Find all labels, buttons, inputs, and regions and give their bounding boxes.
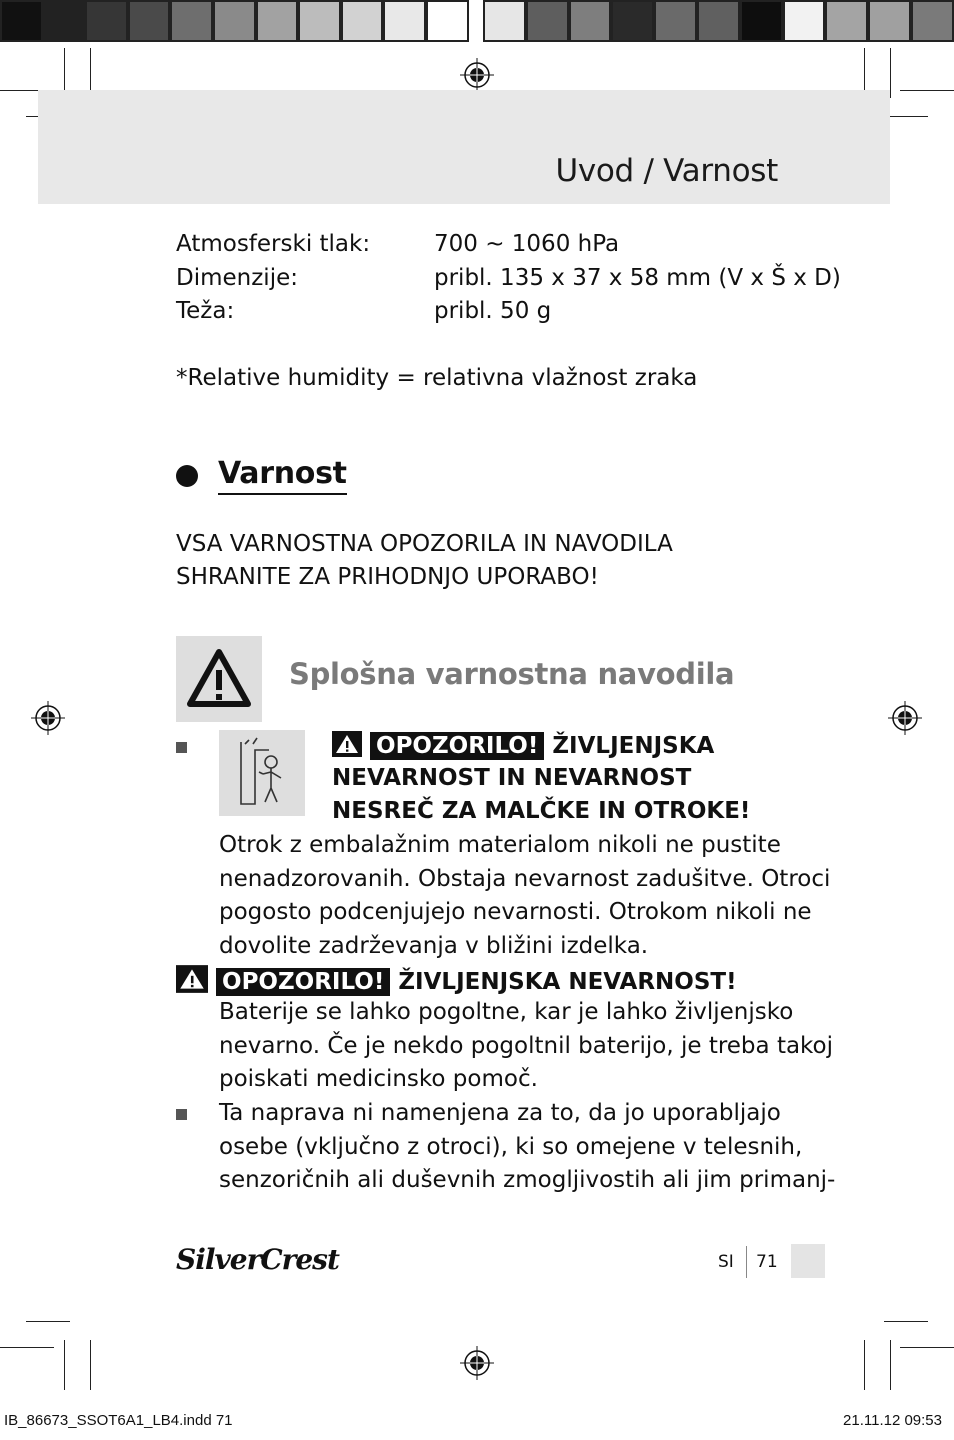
body-text-line: senzoričnih ali duševnih zmogljivostih ali jim primanj- [219,1167,836,1193]
warning-heading-line: NEVARNOST IN NEVARNOST [332,765,692,791]
warning-heading-2 [176,965,737,995]
caps-notice-line: SHRANITE ZA PRIHODNJO UPORABO! [176,564,599,590]
square-bullet-icon [176,1109,187,1120]
spec-value: pribl. 135 x 37 x 58 mm (V x Š x D) [434,265,841,291]
warning-label: OPOZORILO! [216,968,390,996]
calibration-swatch [783,0,826,42]
child-packaging-icon [219,730,305,816]
page-tab-box [791,1244,825,1278]
spec-value: pribl. 50 g [434,298,552,324]
page-number: 71 [756,1252,778,1272]
print-slug-file: IB_86673_SSOT6A1_LB4.indd 71 [4,1412,233,1429]
body-text-line: nevarno. Če je nekdo pogoltnil baterijo, je treba takoj [219,1033,834,1059]
crop-mark [864,1340,865,1390]
body-text-line: osebe (vključno z otroci), ki so omejene v telesnih, [219,1134,803,1160]
spec-label: Dimenzije: [176,265,298,291]
child-warning-box [219,730,305,816]
warning-heading-text: ŽIVLJENJSKA [552,733,715,759]
calibration-swatch [868,0,911,42]
calibration-swatch [569,0,612,42]
calibration-swatch [526,0,569,42]
crop-mark [884,1321,928,1322]
crop-mark [900,1347,954,1348]
page-separator [746,1246,747,1278]
color-calibration-bar-right [483,0,954,46]
caps-notice-line: VSA VARNOSTNA OPOZORILA IN NAVODILA [176,531,673,557]
language-code: SI [718,1252,734,1272]
body-text-line: Otrok z embalažnim materialom nikoli ne pustite [219,832,781,858]
warning-label: OPOZORILO! [370,732,544,760]
warning-triangle-icon [176,636,262,722]
calibration-swatch [170,0,213,42]
calibration-swatch [825,0,868,42]
calibration-swatch [697,0,740,42]
crop-mark [26,1321,70,1322]
warning-heading-1 [332,731,714,759]
print-slug-date: 21.11.12 09:53 [843,1412,942,1429]
registration-mark-icon [460,58,494,92]
body-text-line: pogosto podcenjujejo nevarnosti. Otrokom nikoli ne [219,899,812,925]
spec-label: Atmosferski tlak: [176,231,371,257]
body-text-line: Ta naprava ni namenjena za to, da jo uporabljajo [219,1100,781,1126]
crop-mark [64,1340,65,1390]
brand-logo: SilverCrest [176,1243,339,1276]
body-text-line: Baterije se lahko pogoltne, kar je lahko življenjsko [219,999,794,1025]
crop-mark [884,116,928,117]
registration-mark-icon [460,1346,494,1380]
section-bullet-icon [176,465,198,487]
warning-heading-line: NESREČ ZA MALČKE IN OTROKE! [332,798,751,824]
body-text-line: dovolite zadrževanja v bližini izdelka. [219,933,649,959]
calibration-swatch [341,0,384,42]
calibration-swatch [213,0,256,42]
calibration-swatch [256,0,299,42]
calibration-swatch [43,0,86,42]
crop-mark [890,1340,891,1390]
calibration-swatch [426,0,469,42]
warning-small-icon [176,965,208,993]
page-title: Uvod / Varnost [555,153,778,189]
crop-mark [90,1340,91,1390]
spec-label: Teža: [176,298,235,324]
crop-mark [900,90,954,91]
crop-mark [890,48,891,98]
body-text-line: poiskati medicinsko pomoč. [219,1066,538,1092]
calibration-swatch [654,0,697,42]
warning-triangle-box [176,636,262,722]
calibration-swatch [911,0,954,42]
calibration-swatch [611,0,654,42]
calibration-swatch [740,0,783,42]
warning-small-icon [332,731,362,757]
footnote: *Relative humidity = relativna vlažnost zraka [176,365,698,391]
body-text-line: nenadzorovanih. Obstaja nevarnost zadušitve. Otroci [219,866,831,892]
calibration-swatch [483,0,526,42]
square-bullet-icon [176,742,187,753]
section-title: Varnost [218,456,347,495]
calibration-swatch [85,0,128,42]
calibration-swatch [0,0,43,42]
registration-mark-icon [31,701,65,735]
calibration-swatch [128,0,171,42]
color-calibration-bar-left [0,0,469,46]
spec-value: 700 ~ 1060 hPa [434,231,620,257]
calibration-swatch [383,0,426,42]
warning-heading-text: ŽIVLJENJSKA NEVARNOST! [398,969,737,995]
calibration-swatch [298,0,341,42]
registration-mark-icon [888,701,922,735]
subsection-title: Splošna varnostna navodila [289,657,735,691]
crop-mark [0,1347,54,1348]
